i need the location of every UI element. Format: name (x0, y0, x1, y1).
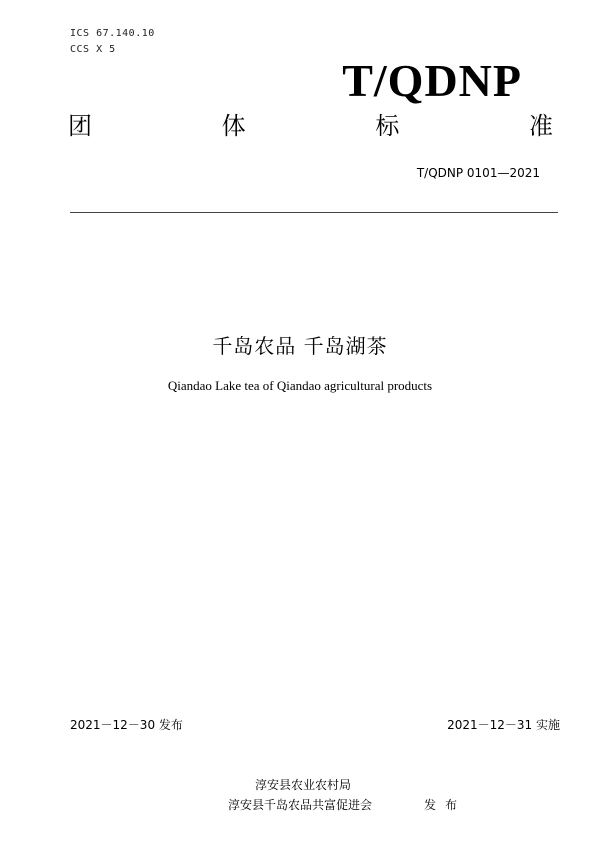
ics-code: ICS 67.140.10 (70, 28, 155, 39)
implement-date: 2021－12－31 实施 (447, 718, 560, 732)
document-type-char: 团 (68, 112, 92, 140)
document-title-chinese: 千岛农品 千岛湖茶 (212, 334, 388, 358)
ccs-code: CCS X 5 (70, 44, 116, 55)
issue-label: 发布 (424, 798, 467, 812)
standard-number: T/QDNP 0101—2021 (416, 166, 540, 180)
issuer-primary: 淳安县农业农村局 (255, 778, 352, 792)
issuer-secondary: 淳安县千岛农品共富促进会 (228, 798, 373, 812)
header-divider (70, 212, 558, 213)
document-type (68, 114, 553, 138)
document-type-char: 标 (375, 112, 400, 140)
standard-logo: T/QDNP (342, 55, 522, 106)
document-type-char: 体 (221, 112, 246, 140)
publish-date: 2021－12－30 发布 (70, 718, 183, 732)
document-title-english: Qiandao Lake tea of Qiandao agricultural products (167, 378, 433, 393)
document-type-char: 准 (528, 112, 553, 140)
